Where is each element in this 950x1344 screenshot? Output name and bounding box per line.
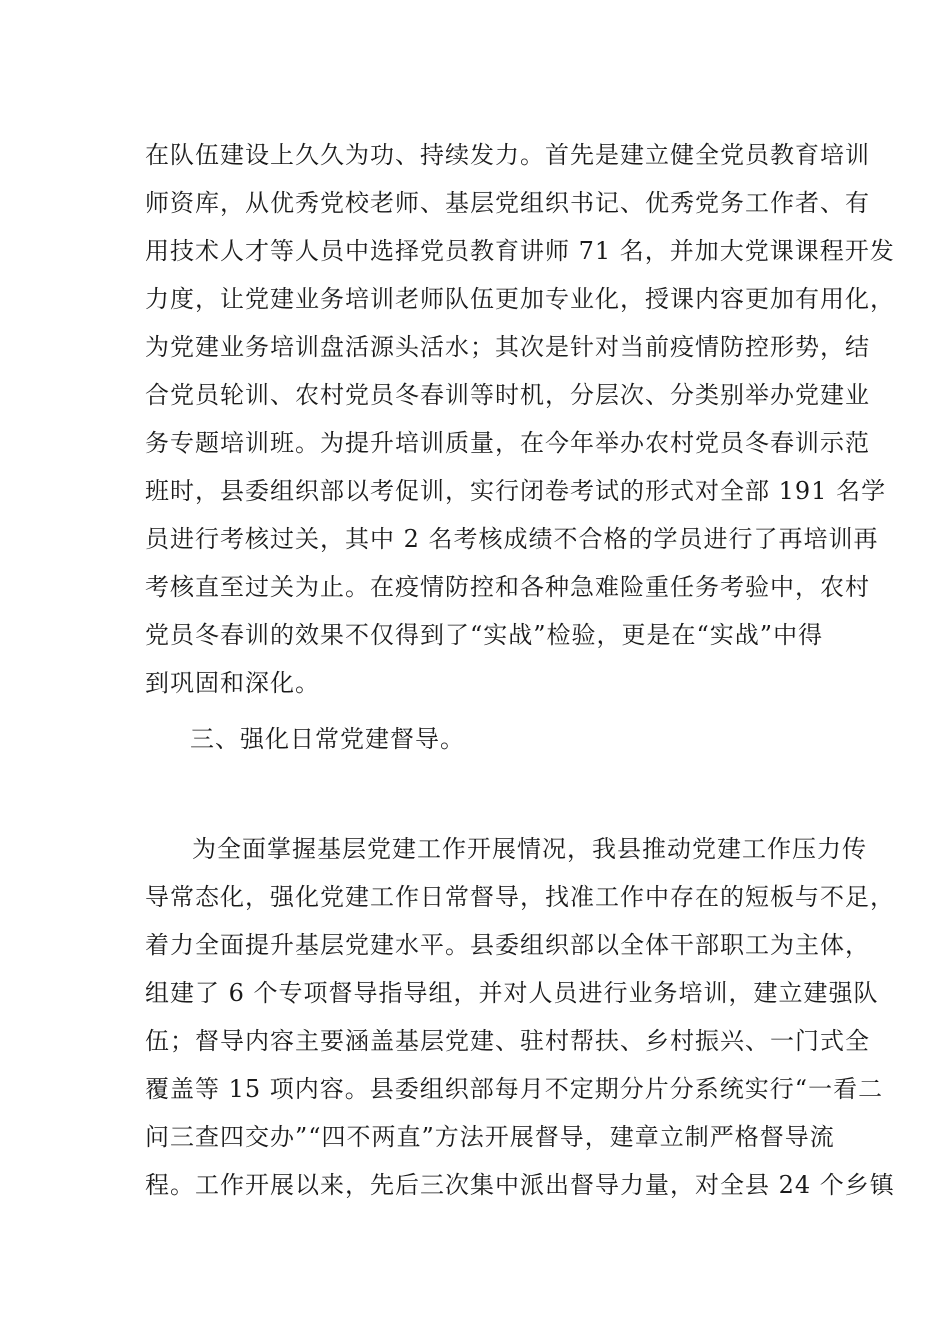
paragraph-1-line-12: 到巩固和深化。 bbox=[145, 669, 320, 697]
paragraph-2-line-6: 覆盖等 15 项内容。县委组织部每月不定期分片分系统实行“一看二 bbox=[145, 1075, 884, 1103]
paragraph-1-line-11: 党员冬春训的效果不仅得到了“实战”检验，更是在“实战”中得 bbox=[145, 621, 824, 649]
paragraph-1-line-8: 班时，县委组织部以考促训，实行闭卷考试的形式对全部 191 名学 bbox=[145, 477, 887, 505]
paragraph-2-line-3: 着力全面提升基层党建水平。县委组织部以全体干部职工为主体， bbox=[145, 931, 870, 959]
paragraph-1-line-3: 用技术人才等人员中选择党员教育讲师 71 名，并加大党课课程开发 bbox=[145, 237, 895, 265]
paragraph-2-line-5: 伍；督导内容主要涵盖基层党建、驻村帮扶、乡村振兴、一门式全 bbox=[145, 1027, 870, 1055]
paragraph-2-line-7: 问三查四交办”“四不两直”方法开展督导，建章立制严格督导流 bbox=[145, 1123, 835, 1151]
section-heading: 三、强化日常党建督导。 bbox=[190, 725, 465, 753]
paragraph-2-line-4: 组建了 6 个专项督导指导组，并对人员进行业务培训，建立建强队 bbox=[145, 979, 879, 1007]
paragraph-1-line-5: 为党建业务培训盘活源头活水；其次是针对当前疫情防控形势，结 bbox=[145, 333, 870, 361]
paragraph-1-line-4: 力度，让党建业务培训老师队伍更加专业化，授课内容更加有用化， bbox=[145, 285, 895, 313]
paragraph-1-line-6: 合党员轮训、农村党员冬春训等时机，分层次、分类别举办党建业 bbox=[145, 381, 870, 409]
paragraph-1-line-2: 师资库，从优秀党校老师、基层党组织书记、优秀党务工作者、有 bbox=[145, 189, 870, 217]
paragraph-1-line-7: 务专题培训班。为提升培训质量，在今年举办农村党员冬春训示范 bbox=[145, 429, 870, 457]
paragraph-1-line-1: 在队伍建设上久久为功、持续发力。首先是建立健全党员教育培训 bbox=[145, 141, 870, 169]
paragraph-2-line-2: 导常态化，强化党建工作日常督导，找准工作中存在的短板与不足， bbox=[145, 883, 895, 911]
paragraph-2-line-1: 为全面掌握基层党建工作开展情况，我县推动党建工作压力传 bbox=[192, 835, 867, 863]
paragraph-1-line-9: 员进行考核过关，其中 2 名考核成绩不合格的学员进行了再培训再 bbox=[145, 525, 879, 553]
paragraph-1-line-10: 考核直至过关为止。在疫情防控和各种急难险重任务考验中，农村 bbox=[145, 573, 870, 601]
paragraph-2-line-8: 程。工作开展以来，先后三次集中派出督导力量，对全县 24 个乡镇 bbox=[145, 1171, 895, 1199]
